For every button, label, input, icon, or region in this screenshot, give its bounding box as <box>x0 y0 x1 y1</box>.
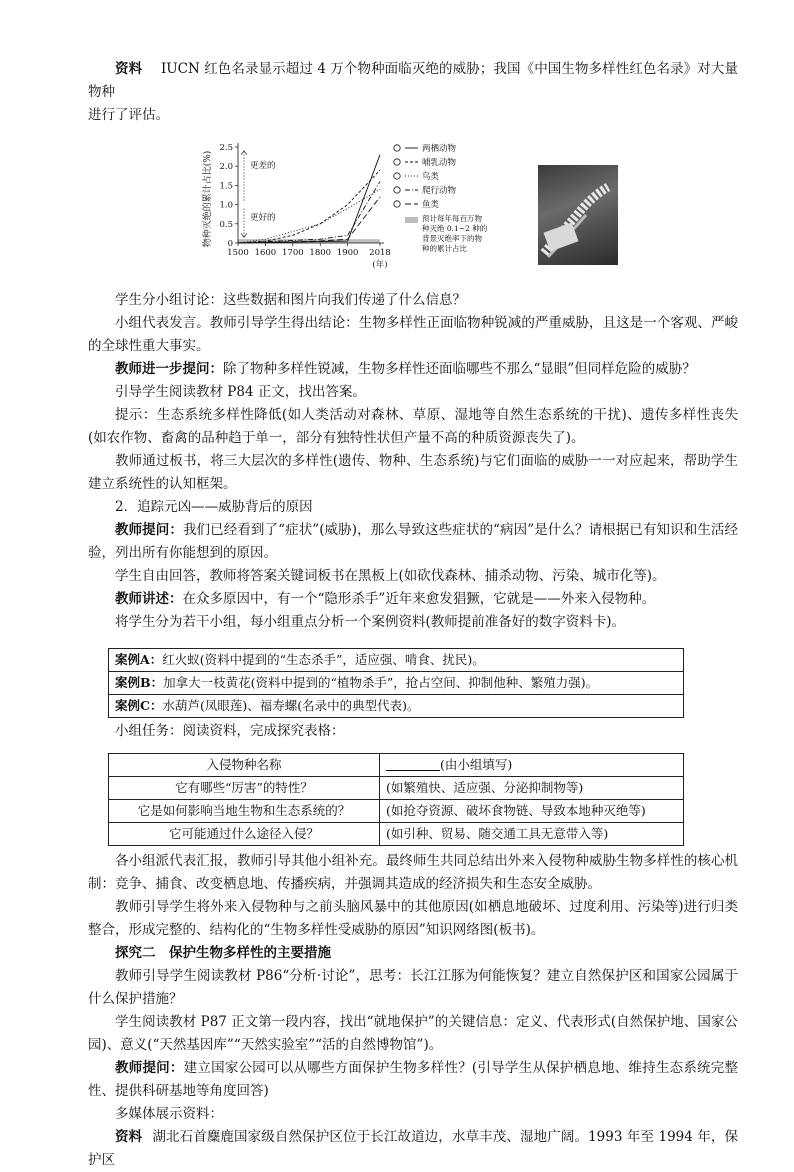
x-tick-label: 1800 <box>309 248 332 258</box>
x-tick-label: 1900 <box>336 248 359 258</box>
paragraph-8-text: 我们已经看到了“症状”(威胁)，那么导致这些症状的“病因”是什么？请根据已有知识和生活经验，列出所有你能想到的原因。 <box>88 522 739 561</box>
table-row <box>109 754 684 777</box>
page <box>88 58 738 1172</box>
x-tick-label: 2018 <box>369 248 391 258</box>
paragraph-15: 教师引导学生阅读教材 P86“分析·讨论”，思考：长江江豚为何能恢复？建立自然保护区和国家公园属于什么保护措施？ <box>88 968 738 1007</box>
case-label: 案例C： <box>115 698 163 713</box>
case-row <box>109 672 684 695</box>
material-label: 资料 <box>115 1129 143 1145</box>
legend-animal-icon <box>394 145 400 151</box>
label-teacher-ask-2: 教师提问： <box>115 1060 184 1076</box>
label-teacher-narrate: 教师讲述： <box>115 591 183 607</box>
section-heading-2: 2．追踪元凶——威胁背后的原因 <box>115 499 313 515</box>
legend-note-line: 背景灭绝率下的物 <box>422 234 482 243</box>
paragraph-16: 学生阅读教材 P87 正文第一段内容，找出“就地保护”的关键信息：定义、代表形式(自然保护地、国家公园)、意义(“天然基因库”“天然实验室”“活的自然博物馆”)。 <box>88 1014 738 1053</box>
paragraph-10 <box>88 588 738 611</box>
annotation-worse: 更差的 <box>250 161 276 172</box>
paragraph-3 <box>88 358 738 381</box>
y-tick-label: 2.5 <box>219 143 233 153</box>
case-row <box>109 649 684 672</box>
case-row <box>109 695 684 718</box>
paragraph-13: 教师引导学生将外来入侵物种与之前头脑风暴中的其他原因(如栖息地破坏、过度利用、污染等)进行归类整合，形成完整的、结构化的“生物多样性受威胁的原因”知识网络图(板书)。 <box>88 899 738 938</box>
legend-label: 两栖动物 <box>422 144 457 154</box>
y-tick-label: 1.5 <box>219 181 233 192</box>
paragraph-10-text: 在众多原因中，有一个“隐形杀手”近年来愈发猖獗，它就是——外来入侵物种。 <box>182 591 656 607</box>
paragraph-17 <box>88 1057 738 1103</box>
x-axis-unit: (年) <box>372 260 388 270</box>
extinction-chart <box>200 135 520 277</box>
y-tick-label: 2.0 <box>219 162 233 173</box>
legend-label: 鸟类 <box>422 172 440 182</box>
extinction-figure <box>88 135 738 277</box>
intro-paragraph <box>88 58 738 104</box>
legend-animal-icon <box>394 187 400 193</box>
case-text: 水葫芦(凤眼莲)、福寿螺(名录中的典型代表)。 <box>162 698 420 713</box>
intro-paragraph-cont: 进行了评估。 <box>88 107 169 123</box>
paragraph-17-text: 建立国家公园可以从哪些方面保护生物多样性？(引导学生从保护栖息地、维持生态系统完整性、提供科研基地等角度回答) <box>88 1060 739 1099</box>
table-cell-answer: (如繁殖快、适应强、分泌抑制物等) <box>380 777 684 800</box>
table-row <box>109 823 684 846</box>
case-text: 红火蚁(资料中提到的“生态杀手”，适应强、啃食、扰民)。 <box>162 652 485 667</box>
legend-note-line: 种的累计占比 <box>422 244 467 253</box>
label-teacher-further-ask: 教师进一步提问： <box>115 361 223 377</box>
paragraph-2: 小组代表发言。教师引导学生得出结论：生物多样性正面临物种锐减的严重威胁，且这是一个客观、严峻的全球性重大事实。 <box>88 315 738 354</box>
paragraph-12: 各小组派代表汇报，教师引导其他小组补充。最终师生共同总结出外来入侵物种威胁生物多样性的核心机制：竞争、捕食、改变栖息地、传播疾病，并强调其造成的经济损失和生态安全威胁。 <box>88 853 738 892</box>
case-text: 加拿大一枝黄花(资料中提到的“植物杀手”，抢占空间、抑制他种、繁殖力强)。 <box>163 675 599 690</box>
intro-label: 资料 <box>115 61 143 77</box>
table-cell-answer: (如抢夺资源、破坏食物链、导致本地种灭绝等) <box>380 800 684 823</box>
legend-label: 鱼类 <box>422 200 440 210</box>
table-cell-question: 入侵物种名称 <box>109 754 380 777</box>
legend-label: 爬行动物 <box>422 186 457 196</box>
paragraph-6: 教师通过板书，将三大层次的多样性(遗传、物种、生态系统)与它们面临的威胁一一对应起来，帮助学生建立系统性的认知框架。 <box>88 453 738 492</box>
table-cell-question: 它是如何影响当地生物和生态系统的？ <box>109 800 380 823</box>
table-row <box>109 800 684 823</box>
case-label: 案例A： <box>115 652 163 667</box>
paragraph-9: 学生自由回答，教师将答案关键词板书在黑板上(如砍伐森林、捕杀动物、污染、城市化等)。 <box>115 568 666 584</box>
paragraph-3-text: 除了物种多样性锐减，生物多样性还面临哪些不那么“显眼”但同样危险的威胁？ <box>223 361 696 377</box>
fill-blank[interactable] <box>386 758 440 771</box>
y-tick-label: 0 <box>227 239 233 249</box>
legend-note-line: 种灭绝 0.1~2 种的 <box>422 224 488 233</box>
legend-note-line: 预计每年每百万物 <box>422 214 482 223</box>
table-cell-answer: (如引种、贸易、随交通工具无意带入等) <box>380 823 684 846</box>
task-label: 小组任务：阅读资料，完成探究表格： <box>115 723 345 739</box>
table-row <box>109 777 684 800</box>
annotation-better: 更好的 <box>250 212 276 223</box>
label-teacher-ask: 教师提问： <box>115 522 183 538</box>
legend-animal-icon <box>394 173 400 179</box>
x-tick-label: 1500 <box>227 248 249 258</box>
paragraph-8 <box>88 519 738 565</box>
paragraph-18: 多媒体展示资料： <box>115 1106 223 1122</box>
legend-animal-icon <box>394 201 400 207</box>
paragraph-4: 引导学生阅读教材 P84 正文，找出答案。 <box>115 384 366 400</box>
task-table <box>108 753 684 846</box>
table-cell-answer: (由小组填写) <box>380 754 684 777</box>
x-tick-label: 1600 <box>254 248 277 258</box>
y-tick-label: 1.0 <box>219 200 233 211</box>
table-cell-question: 它可能通过什么途径入侵？ <box>109 823 380 846</box>
table-cell-question: 它有哪些“厉害”的特性？ <box>109 777 380 800</box>
legend-background-swatch <box>405 217 418 223</box>
paragraph-1: 学生分小组讨论：这些数据和图片向我们传递了什么信息？ <box>115 292 466 308</box>
paragraph-19 <box>88 1126 738 1172</box>
intro-text: IUCN 红色名录显示超过 4 万个物种面临灭绝的威胁；我国《中国生物多样性红色名录》对大量物种 <box>88 61 738 100</box>
section-heading-explore-2: 探究二 保护生物多样性的主要措施 <box>115 945 331 961</box>
paragraph-11: 将学生分为若干小组，每小组重点分析一个案例资料(教师提前准备好的数字资料卡)。 <box>115 614 626 630</box>
legend-animal-icon <box>394 159 400 165</box>
case-label: 案例B： <box>115 675 164 690</box>
paragraph-5: 提示：生态系统多样性降低(如人类活动对森林、草原、湿地等自然生态系统的干扰)、遗传多样性丧失(如农作物、畜禽的品种趋于单一，部分有独特性状但产量不高的种质资源丧失了)。 <box>88 407 738 446</box>
case-box <box>108 648 684 718</box>
domino-photo <box>538 165 618 265</box>
series-line-2 <box>238 170 380 243</box>
x-tick-label: 1700 <box>282 248 304 258</box>
legend-label: 哺乳动物 <box>422 158 457 168</box>
y-axis-label: 物种灭绝的累计占比(%) <box>203 150 213 248</box>
material-text: 湖北石首麋鹿国家级自然保护区位于长江故道边，水草丰茂、湿地广阔。1993 年至 1994 年，保护区 <box>88 1129 738 1168</box>
y-tick-label: 0.5 <box>219 219 233 230</box>
